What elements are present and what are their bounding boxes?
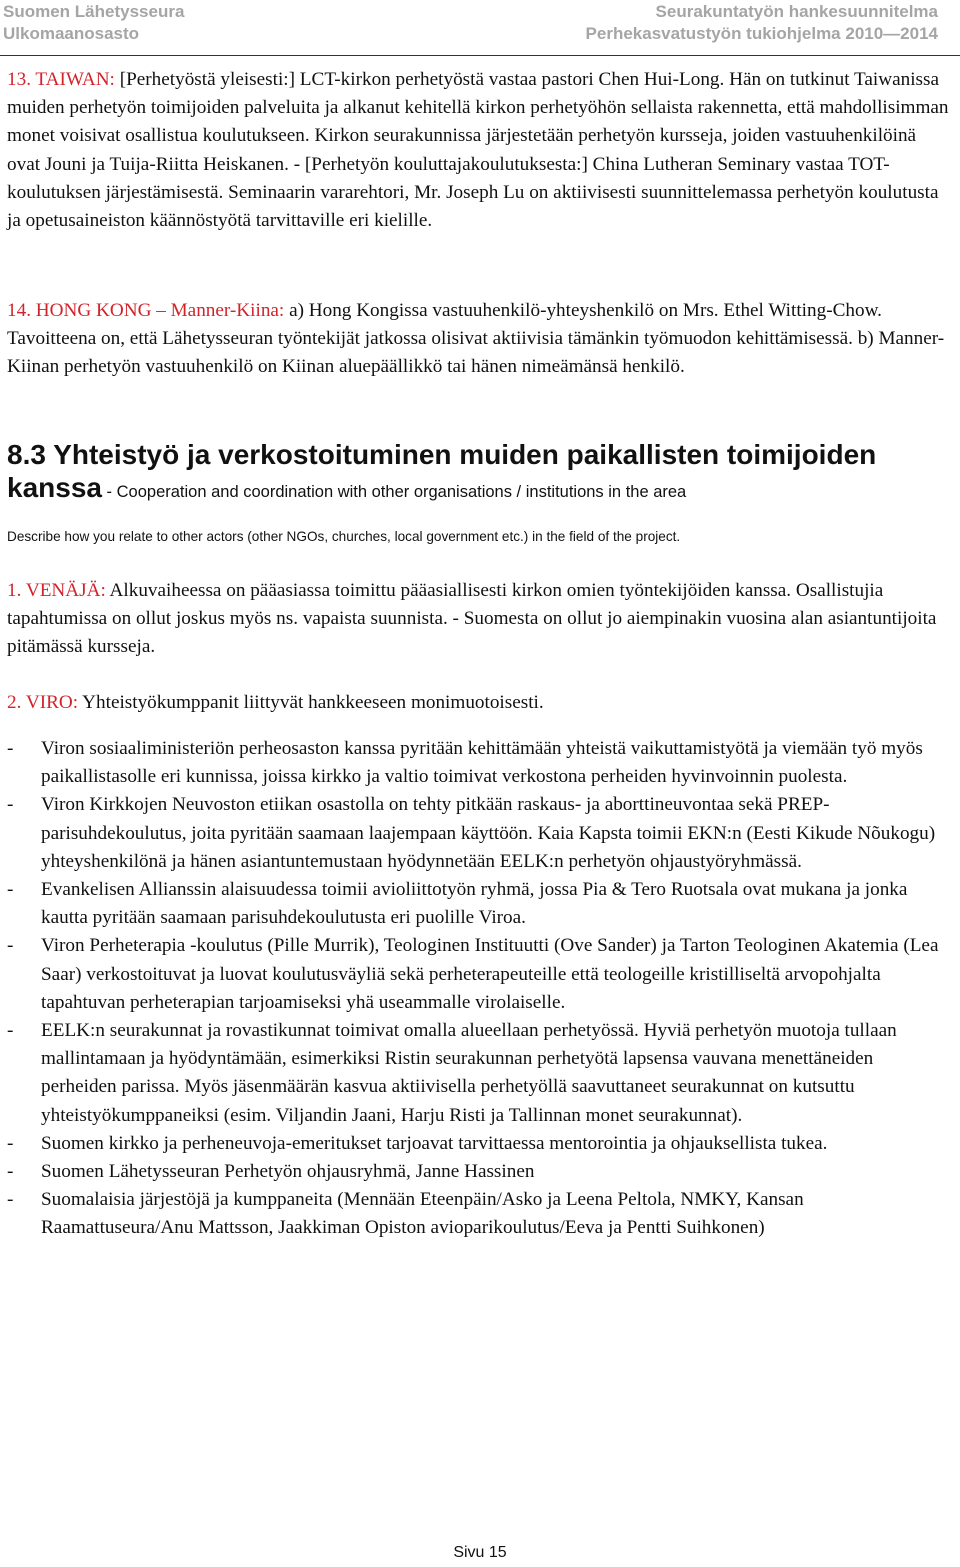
list-item: - Viron sosiaaliministeriön perheosaston kanssa pyritään kehittämään yhteistä vaikuttamistyötä ja viemään työ myös paikallistasolle eri kunnissa, joissa kirkko ja valtio toimivat verkostona perheiden hyvinvoinnin puolesta.: [7, 735, 953, 791]
bullet-dash: -: [7, 935, 14, 957]
section-title: 8.3 Yhteistyö ja verkostoituminen muiden paikallisten toimijoiden kanssa: [7, 439, 877, 503]
bullet-dash: -: [7, 879, 14, 901]
list-item: - Viron Kirkkojen Neuvoston etiikan osastolla on tehty pitkään raskaus- ja aborttineuvontaa sekä PREP-parisuhdekoulutus, joita pyritään saamaan laajempaan käyttöön. Kaia Kapsta toimii EKN:n (Eesti Kikude Nõukogu) yhteyshenkilönä ja hänen asiantuntemustaan hyödynnetään EELK:n perhetyön ohjaustyöryhmässä.: [7, 791, 953, 876]
bullet-dash: -: [7, 738, 14, 759]
section-description: Describe how you relate to other actors (other NGOs, churches, local government etc.) in the field of the project.: [7, 529, 681, 544]
estonia-label: 2. VIRO:: [7, 692, 79, 713]
header-divider: [0, 55, 960, 56]
section-subtitle: - Cooperation and coordination with other organisations / institutions in the area: [101, 483, 687, 501]
taiwan-text: [Perhetyöstä yleisesti:] LCT-kirkon perhetyöstä vastaa pastori Chen Hui-Long. Hän on tutkinut Taiwanissa muiden perhetyön toimijoiden palveluita ja alkanut kehitellä kirkon perhetyöhön sellaista rakennetta, että mahdollisimman monet voisivat osallistua koulutukseen. Kirkon seurakunnissa järjestetään perhetyön kursseja, joiden vastuuhenkilöinä ovat Jouni ja Tuija-Riitta Heiskanen. - [Perhetyön kouluttajakoulutuksesta:] China Lutheran Seminary vastaa TOT-koulutuksen järjestämisestä. Seminaarin vararehtori, Mr. Joseph Lu on aktiivisesti suunnittelemassa perhetyön koulutusta ja opetusaineiston käännöstyötä tarvittaville eri kielille.: [7, 69, 949, 232]
russia-label: 1. VENÄJÄ:: [7, 580, 106, 601]
russia-text: Alkuvaiheessa on pääasiassa toimittu pääasiallisesti kirkon omien työntekijöiden kanssa. Osallistujia tapahtumissa on ollut joskus myös ns. vapaista suunnista. - Suomesta on ollut jo aiempinakin vuosina alan asiantuntijoita pitämässä kursseja.: [7, 580, 937, 658]
page-number: Sivu 15: [453, 1544, 507, 1561]
list-item: - Viron Perheterapia -koulutus (Pille Murrik), Teologinen Instituutti (Ove Sander) ja Tarton Teologinen Akatemia (Lea Saar) verkostoituvat ja luovat koulutusväyliä sekä perheterapeuteille että teologeille kristilliseltä arvopohjalta tapahtuvan perheterapian tarjoamiseksi yhä useammalle virolaiselle.: [7, 932, 953, 1017]
bullet-dash: -: [7, 1161, 14, 1183]
taiwan-paragraph: [7, 66, 953, 235]
list-item: - Suomen kirkko ja perheneuvoja-emeritukset tarjoavat tarvittaessa mentorointia ja ohjauksellista tukea.: [7, 1130, 953, 1158]
header-department: Ulkomaanosasto: [3, 24, 140, 43]
section-heading: [7, 438, 953, 509]
bullet-dash: -: [7, 1132, 14, 1154]
estonia-paragraph: [7, 689, 953, 717]
page-header: [0, 0, 960, 57]
bullet-dash: -: [7, 794, 14, 816]
estonia-partner-list: [7, 735, 953, 1243]
list-item: - EELK:n seurakunnat ja rovastikunnat toimivat omalla alueellaan perhetyössä. Hyviä perhetyön muotoja tullaan mallintamaan ja hyödyntämään, esimerkiksi Ristin seurakunnan perhetyötä lapsensa vauvana menettäneiden perheiden parissa. Myös jäsenmäärän kasvua aktiivisella perhetyöllä saavuttaneet seurakunnat on kutsuttu yhteistyökumppaneiksi (esim. Viljandin Jaani, Harju Risti ja Tallinnan monet seurakunnat).: [7, 1017, 953, 1130]
hongkong-label: 14. HONG KONG – Manner-Kiina:: [7, 300, 285, 321]
estonia-text: Yhteistyökumppanit liittyvät hankkeeseen monimuotoisesti.: [78, 692, 544, 713]
list-item: - Suomalaisia järjestöjä ja kumppaneita (Mennään Eteenpäin/Asko ja Leena Peltola, NMKY, Kansan Raamattuseura/Anu Mattsson, Jaakkiman Opiston avioparikoulutus/Eeva ja Pentti Suihkonen): [7, 1186, 953, 1242]
hongkong-paragraph: [7, 297, 953, 382]
taiwan-label: 13. TAIWAN:: [7, 69, 115, 90]
bullet-dash: -: [7, 1189, 14, 1211]
bullet-dash: -: [7, 1020, 14, 1042]
page-footer: [0, 1544, 960, 1562]
russia-paragraph: [7, 577, 953, 662]
header-plan-title: Seurakuntatyön hankesuunnitelma: [655, 2, 938, 21]
header-program-title: Perhekasvatustyön tukiohjelma 2010—2014: [585, 24, 938, 43]
list-item: - Suomen Lähetysseuran Perhetyön ohjausryhmä, Janne Hassinen: [7, 1158, 953, 1186]
header-organization: Suomen Lähetysseura: [3, 2, 185, 21]
list-item: - Evankelisen Allianssin alaisuudessa toimii avioliittotyön ryhmä, jossa Pia & Tero Ruotsala ovat mukana ja jonka kautta pyritään saamaan parisuhdekoulutusta eri puolille Viroa.: [7, 876, 953, 932]
hongkong-text: a) Hong Kongissa vastuuhenkilö-yhteyshenkilö on Mrs. Ethel Witting-Chow. Tavoitteena on, että Lähetysseuran työntekijät jatkossa olisivat aktiivisia tämänkin työmuodon kehittämisessä. b) Manner-Kiinan perhetyön vastuuhenkilö on Kiinan aluepäällikkö tai hänen nimeämänsä henkilö.: [7, 300, 945, 378]
